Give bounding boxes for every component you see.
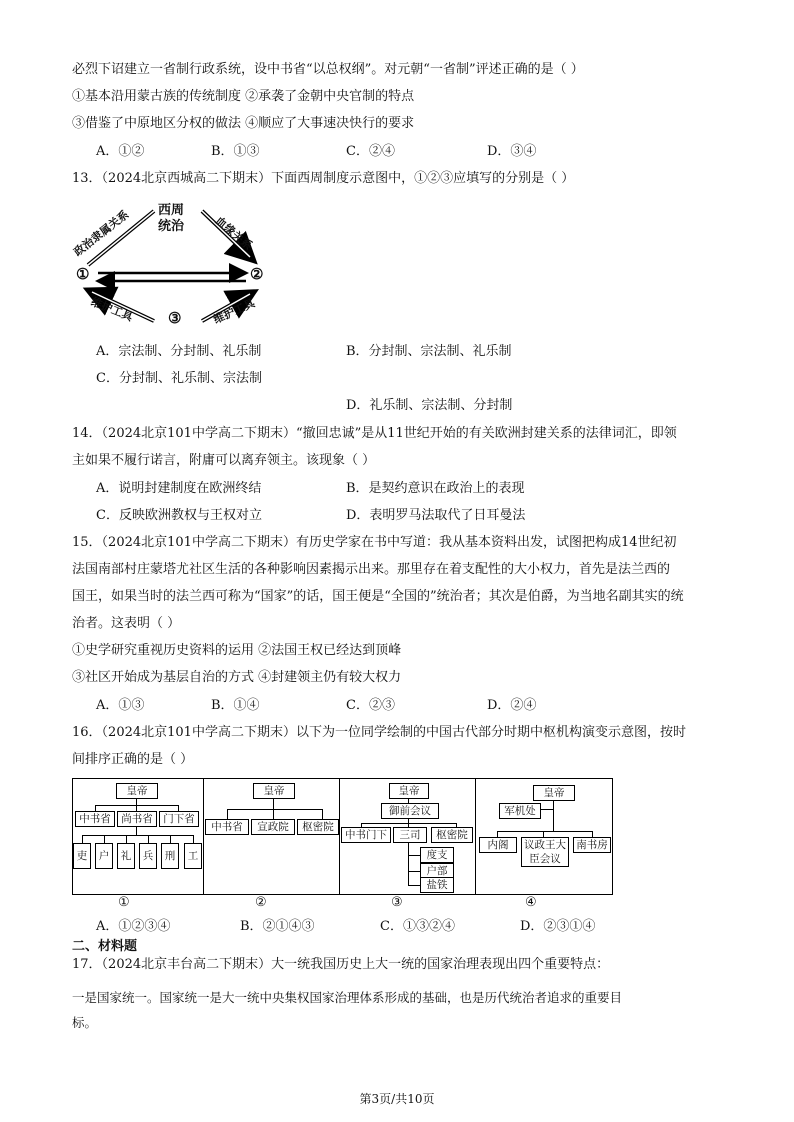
option-b: B．②①④③ bbox=[240, 919, 315, 934]
diagram-caption: ① bbox=[118, 895, 130, 910]
center-label: 统治 bbox=[158, 219, 185, 234]
dept-box: 中书省 bbox=[205, 819, 249, 835]
material-text: 标。 bbox=[72, 1015, 98, 1030]
sub-dept-box: 度支 bbox=[420, 847, 454, 863]
question-14-stem: 14．（2024北京101中学高二下期末）“撤回忠诚”是从11世纪开始的有关欧洲封建关系的法律词汇，即领 bbox=[72, 426, 677, 441]
option-c: C．反映欧洲教权与王权对立 bbox=[96, 508, 262, 523]
question-14-stem: 主如果不履行诺言，附庸可以离弃领主。该现象（ ） bbox=[72, 453, 376, 468]
option-c: C．②④ bbox=[346, 144, 395, 159]
relation-label: 血缘关系 bbox=[212, 214, 255, 253]
dept-box: 宣政院 bbox=[251, 819, 295, 835]
material-text: 一是国家统一。国家统一是大一统中央集权国家治理体系形成的基础，也是历代统治者追求的重要目 bbox=[72, 990, 623, 1005]
dept-box: 枢密院 bbox=[297, 819, 339, 835]
ministry-box: 工 bbox=[184, 843, 202, 869]
dept-box: 南书房 bbox=[573, 837, 611, 853]
relation-label: 维护工具 bbox=[211, 296, 257, 327]
page-footer: 第3页/共10页 bbox=[359, 1092, 435, 1106]
circle-3: ③ bbox=[168, 309, 182, 327]
emperor-box: 皇帝 bbox=[253, 783, 295, 799]
ministry-box: 吏 bbox=[73, 843, 91, 869]
question-17-stem: 17．（2024北京丰台高二下期末）大一统我国历史上大一统的国家治理表现出四个重要特点： bbox=[72, 957, 610, 972]
western-zhou-diagram bbox=[72, 195, 282, 330]
central-institutions-diagram bbox=[72, 778, 613, 895]
question-statement: ③社区开始成为基层自治的方式 ④封建领主仍有较大权力 bbox=[72, 670, 402, 685]
question-16-stem: 16．（2024北京101中学高二下期末）以下为一位同学绘制的中国古代部分时期中枢机构演变示意图，按时 bbox=[72, 725, 686, 740]
dept-box: 门下省 bbox=[159, 811, 199, 827]
ministry-box: 户 bbox=[95, 843, 113, 869]
option-c: C．①③②④ bbox=[380, 919, 455, 934]
panel-4 bbox=[475, 779, 612, 894]
question-15-stem: 国王，如果当时的法兰西可称为“国家”的话，国王便是“全国的”统治者；其次是伯爵，为当地名副其实的统 bbox=[72, 589, 684, 604]
emperor-box: 皇帝 bbox=[389, 783, 429, 799]
council-box: 御前会议 bbox=[381, 803, 439, 819]
option-d: D．礼乐制、宗法制、分封制 bbox=[346, 398, 513, 413]
question-statement: ③借鉴了中原地区分权的做法 ④顺应了大事速决快行的要求 bbox=[72, 116, 415, 131]
circle-2: ② bbox=[250, 265, 264, 283]
section-heading: 二、材料题 bbox=[72, 939, 138, 954]
question-15-stem: 15．（2024北京101中学高二下期末）有历史学家在书中写道：我从基本资料出发，试图把构成14世纪初 bbox=[72, 535, 677, 550]
center-label: 西周 bbox=[158, 203, 185, 218]
ministry-box: 刑 bbox=[161, 843, 179, 869]
option-a: A．①③ bbox=[96, 698, 145, 713]
option-a: A．①② bbox=[96, 144, 145, 159]
question-13-stem: 13．（2024北京西城高二下期末）下面西周制度示意图中，①②③应填写的分别是（ ） bbox=[72, 171, 575, 186]
question-15-stem: 法国南部村庄蒙塔尤社区生活的各种影响因素揭示出来。那里存在着支配性的大小权力，首先是法兰西的 bbox=[72, 562, 671, 577]
emperor-box: 皇帝 bbox=[533, 785, 575, 801]
question-16-stem: 间排序正确的是（ ） bbox=[72, 752, 194, 767]
option-d: D．表明罗马法取代了日耳曼法 bbox=[346, 508, 526, 523]
question-text: 必烈下诏建立一省制行政系统，设中书省“以总权纲”。对元朝“一省制”评述正确的是（ ） bbox=[72, 62, 584, 77]
emperor-box: 皇帝 bbox=[116, 783, 158, 799]
dept-box: 中书门下 bbox=[341, 827, 391, 843]
dept-box: 内阁 bbox=[479, 837, 517, 853]
option-a: A．说明封建制度在欧洲终结 bbox=[96, 481, 262, 496]
dept-box: 议政王大臣会议 bbox=[521, 837, 569, 867]
option-b: B．分封制、宗法制、礼乐制 bbox=[346, 344, 512, 359]
panel-3 bbox=[339, 779, 476, 894]
sub-dept-box: 盐铁 bbox=[420, 877, 454, 893]
dept-box: 枢密院 bbox=[431, 827, 473, 843]
ministry-box: 礼 bbox=[117, 843, 135, 869]
diagram-caption: ④ bbox=[525, 895, 537, 910]
circle-1: ① bbox=[76, 265, 90, 283]
relation-label: 政治隶属关系 bbox=[71, 207, 132, 259]
diagram-caption: ③ bbox=[391, 895, 403, 910]
panel-2 bbox=[203, 779, 340, 894]
relation-label: 维护工具 bbox=[88, 295, 135, 324]
option-d: D．③④ bbox=[487, 144, 537, 159]
option-b: B．是契约意识在政治上的表现 bbox=[346, 481, 525, 496]
panel-1 bbox=[73, 779, 204, 894]
ministry-box: 兵 bbox=[139, 843, 157, 869]
sub-dept-box: 户部 bbox=[420, 863, 454, 879]
diagram-center bbox=[158, 203, 184, 235]
dept-box: 中书省 bbox=[75, 811, 115, 827]
option-c: C．分封制、礼乐制、宗法制 bbox=[96, 371, 262, 386]
option-b: B．①④ bbox=[211, 698, 260, 713]
dept-box: 三司 bbox=[393, 827, 427, 843]
question-statement: ①史学研究重视历史资料的运用 ②法国王权已经达到顶峰 bbox=[72, 643, 402, 658]
diagram-caption: ② bbox=[255, 895, 267, 910]
grand-council-box: 军机处 bbox=[499, 803, 541, 819]
question-15-stem: 治者。这表明（ ） bbox=[72, 616, 181, 631]
option-d: D．②③①④ bbox=[520, 919, 596, 934]
dept-box: 尚书省 bbox=[117, 811, 157, 827]
option-d: D．②④ bbox=[487, 698, 537, 713]
question-statement: ①基本沿用蒙古族的传统制度 ②承袭了金朝中央官制的特点 bbox=[72, 89, 415, 104]
option-a: A．宗法制、分封制、礼乐制 bbox=[96, 344, 262, 359]
option-c: C．②③ bbox=[346, 698, 395, 713]
option-b: B．①③ bbox=[211, 144, 260, 159]
option-a: A．①②③④ bbox=[96, 919, 171, 934]
